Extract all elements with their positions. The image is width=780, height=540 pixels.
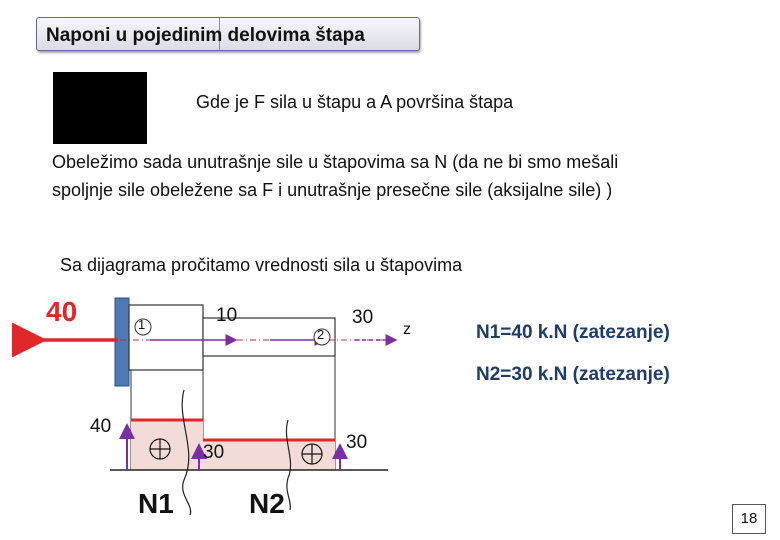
result-n2: N2=30 k.N (zatezanje) (476, 364, 670, 385)
diagram-intro: Sa dijagrama pročitamo vrednosti sila u štapovima (60, 255, 463, 275)
force-label-mid: 10 (216, 305, 238, 326)
page-title: Naponi u pojedinim delovima štapa (46, 25, 365, 46)
paragraph-line-1: Obeležimo sada unutrašnje sile u štapovima sa N (da ne bi smo mešali (52, 152, 619, 172)
paragraph-line-2: spoljnje sile obeležene sa F i unutrašnje presečne sile (aksijalne sile) ) (52, 180, 613, 200)
n-segment-2-value: 30 (346, 432, 368, 453)
z-axis-label: z (403, 321, 411, 338)
bar-segment-1 (129, 305, 203, 370)
n-segment-1-value: 30 (203, 442, 225, 463)
label-n1: N1 (138, 488, 174, 519)
n-area-segment-1 (131, 420, 203, 470)
segment-marker-1-label: 1 (138, 317, 146, 332)
force-label-right: 30 (352, 307, 374, 328)
label-n2: N2 (249, 488, 285, 519)
n-left-value: 40 (90, 416, 112, 437)
applied-force-label: 40 (46, 296, 78, 327)
formula-note: Gde je F sila u štapu a A površina štapa (196, 92, 514, 112)
fixed-wall (115, 298, 129, 386)
page-number: 18 (732, 504, 766, 534)
result-n1: N1=40 k.N (zatezanje) (476, 322, 670, 343)
segment-marker-2-label: 2 (317, 327, 325, 342)
